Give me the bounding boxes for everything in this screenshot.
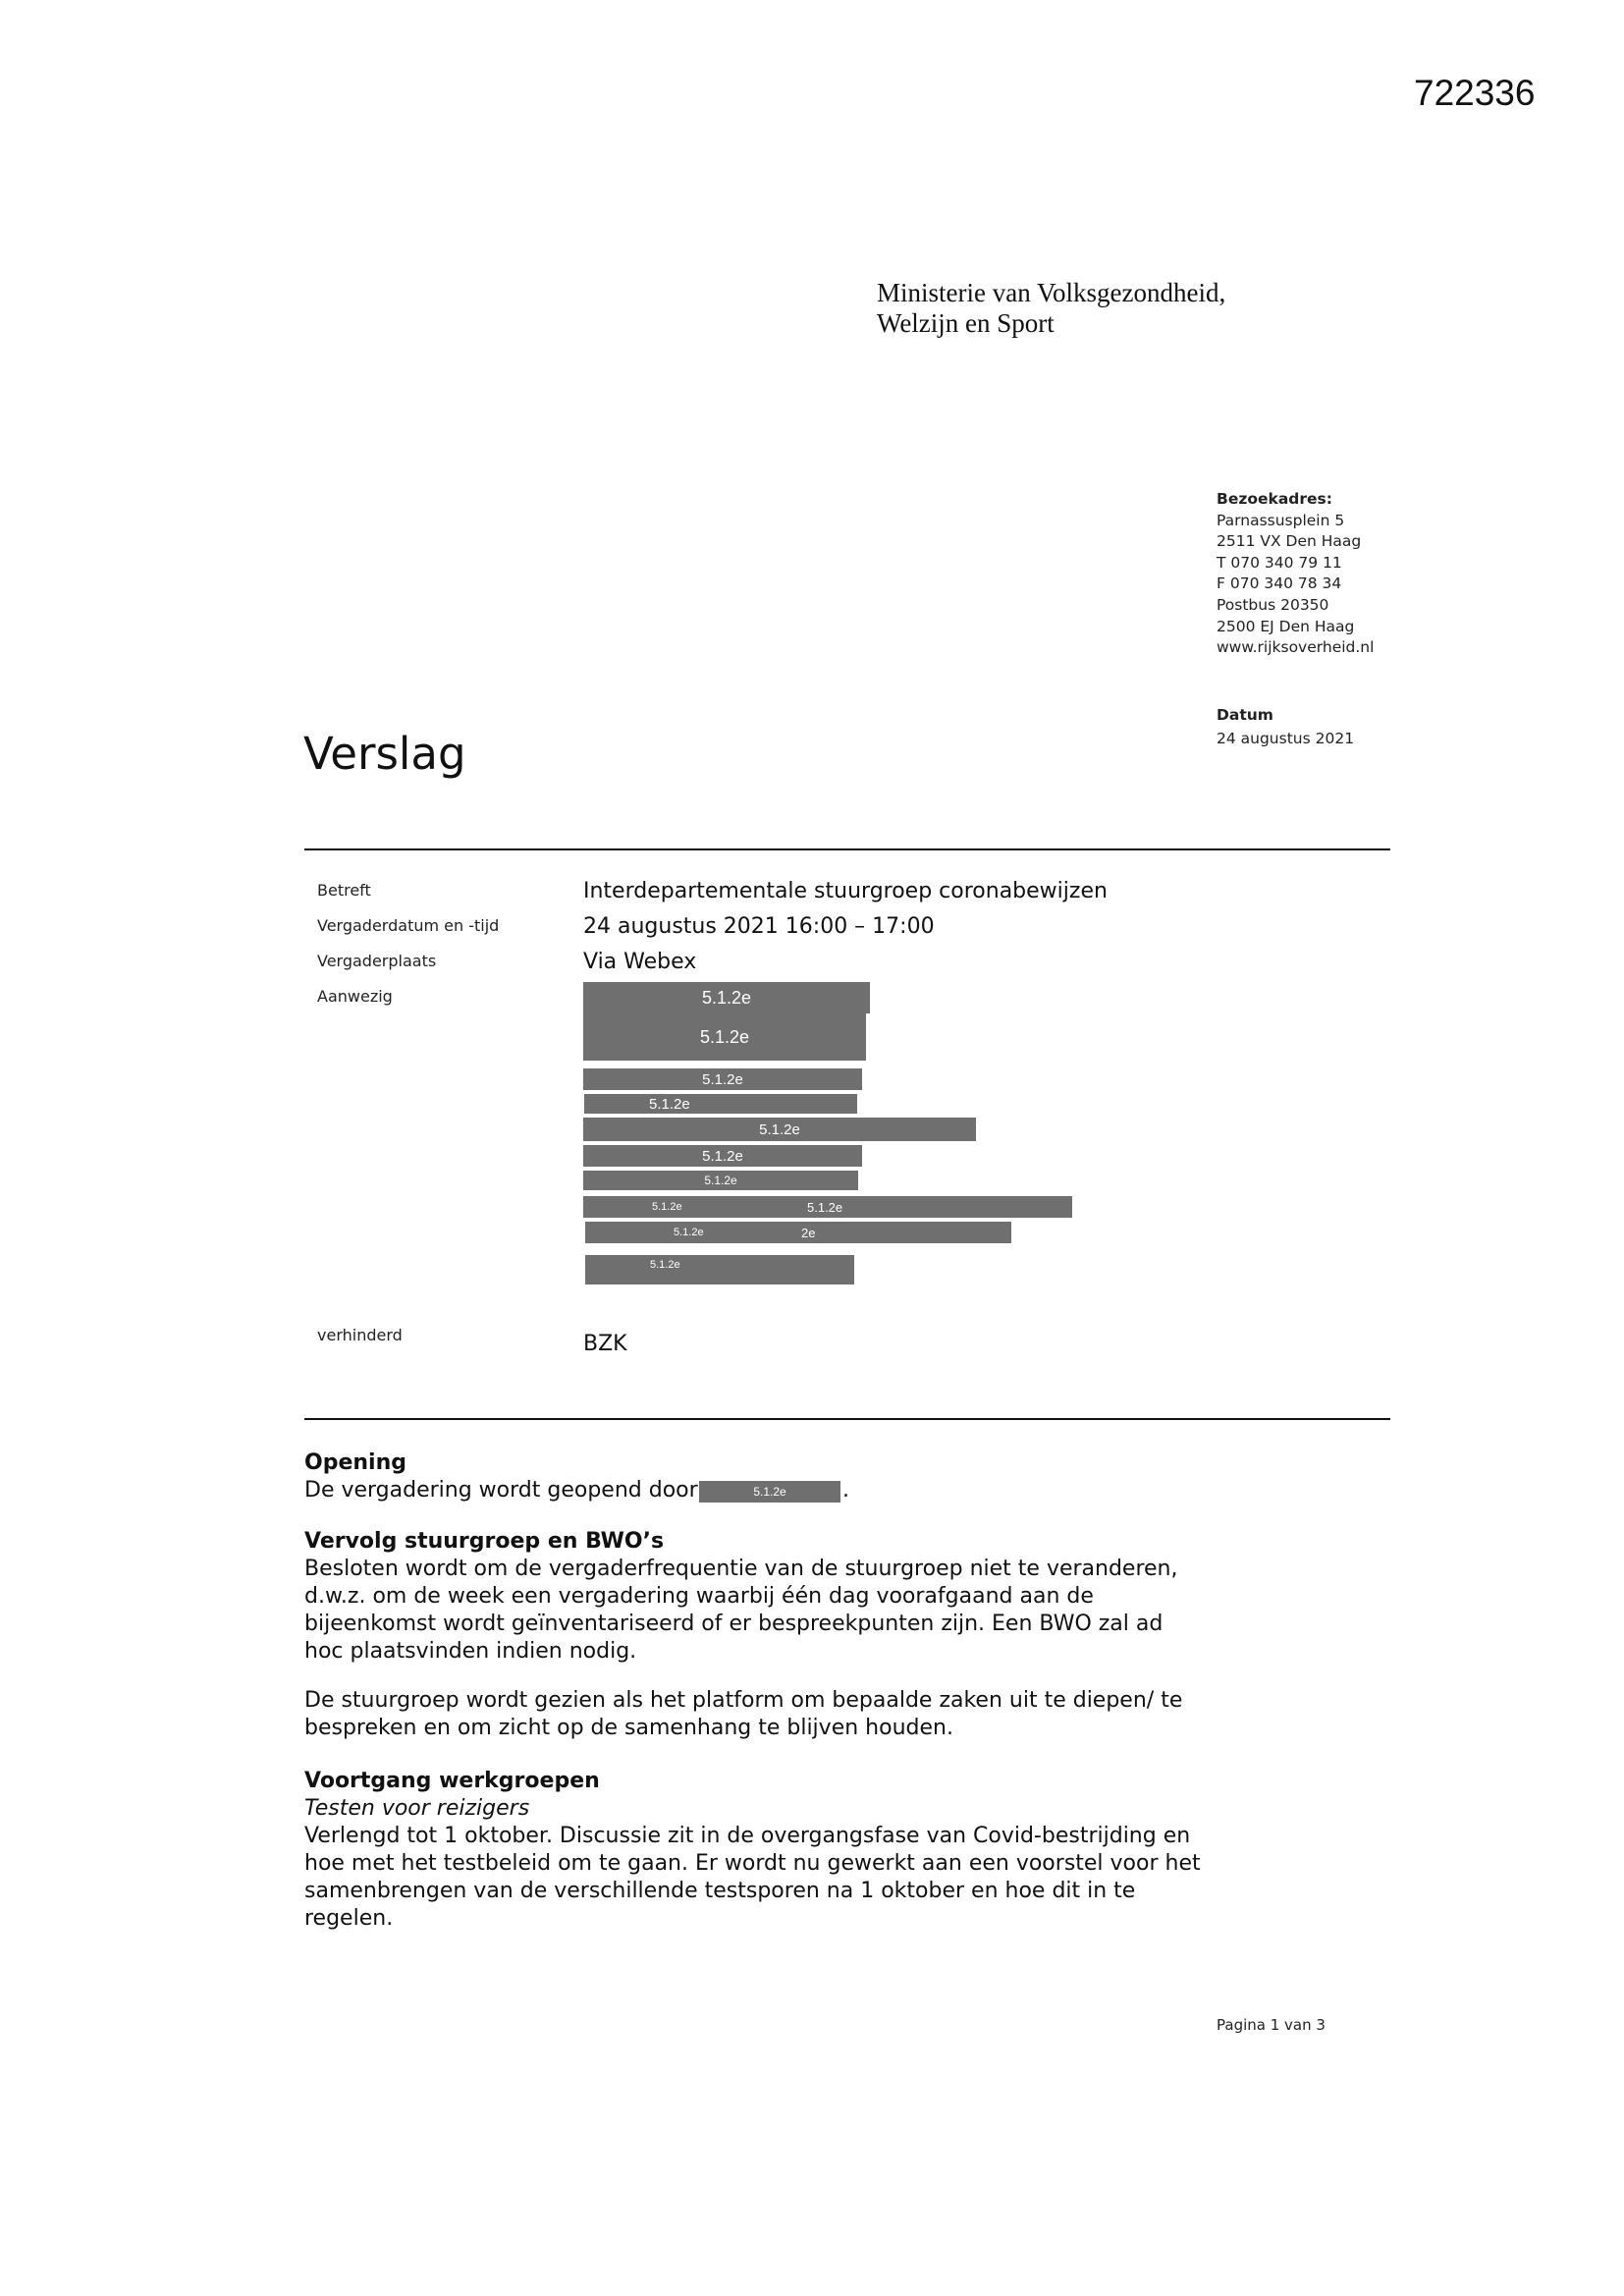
date-heading: Datum: [1217, 706, 1273, 724]
redaction-code: 5.1.2e: [701, 988, 752, 1008]
redaction-box: [583, 1145, 862, 1167]
meta-label-betreft: Betreft: [317, 881, 371, 900]
redaction-code: 5.1.2e: [759, 1121, 800, 1138]
divider-top: [304, 848, 1390, 850]
meta-value-verhinderd: BZK: [583, 1332, 627, 1356]
address-block: [1217, 489, 1374, 659]
text-line: De stuurgroep wordt gezien als het platform om bepaalde zaken uit te diepen/ te: [304, 1688, 1183, 1713]
redaction-box: [583, 1118, 976, 1141]
section-heading-voortgang: Voortgang werkgroepen: [304, 1769, 600, 1793]
address-line: F 070 340 78 34: [1217, 574, 1342, 593]
meta-value-plaats: Via Webex: [583, 950, 697, 974]
ministry-name-line2: Welzijn en Sport: [877, 308, 1055, 338]
redaction-box: [699, 1481, 840, 1503]
address-line: Parnassusplein 5: [1217, 511, 1345, 529]
redaction-box: [585, 1255, 854, 1285]
date-value: 24 augustus 2021: [1217, 729, 1355, 747]
redaction-box: [583, 982, 870, 1013]
address-line: 2500 EJ Den Haag: [1217, 617, 1355, 635]
ministry-name-line1: Ministerie van Volksgezondheid,: [877, 278, 1226, 307]
document-number: 722336: [1414, 73, 1536, 113]
redaction-code: 5.1.2e: [699, 1027, 750, 1047]
redaction-code: 5.1.2e: [674, 1226, 704, 1238]
address-line: 2511 VX Den Haag: [1217, 532, 1362, 551]
vervolg-paragraph-1: [304, 1556, 1178, 1666]
redaction-box: [583, 1068, 862, 1090]
text-line: samenbrengen van de verschillende testsporen na 1 oktober en hoe dit in te: [304, 1879, 1136, 1903]
subsection-heading-testen: Testen voor reizigers: [304, 1796, 530, 1821]
redaction-code: 5.1.2e: [702, 1070, 743, 1088]
text-line: regelen.: [304, 1906, 394, 1931]
redaction-box: [583, 1196, 1072, 1218]
date-block: [1217, 705, 1354, 749]
redaction-code: 5.1.2e: [650, 1259, 680, 1271]
meta-label-plaats: Vergaderplaats: [317, 952, 437, 970]
redaction-box: [583, 1013, 866, 1061]
address-line: Postbus 20350: [1217, 595, 1329, 614]
redaction-code: 5.1.2e: [807, 1199, 843, 1215]
address-line: T 070 340 79 11: [1217, 553, 1342, 572]
vervolg-paragraph-2: [304, 1687, 1182, 1742]
meta-label-aanwezig: Aanwezig: [317, 987, 393, 1006]
meta-label-datum: Vergaderdatum en -tijd: [317, 916, 500, 935]
opening-text-before: De vergadering wordt geopend door: [304, 1478, 698, 1503]
address-website: www.rijksoverheid.nl: [1217, 638, 1375, 657]
section-heading-vervolg: Vervolg stuurgroep en BWO’s: [304, 1529, 665, 1554]
redaction-code: 5.1.2e: [753, 1485, 786, 1499]
opening-text-after: .: [842, 1478, 849, 1503]
redaction-code: 5.1.2e: [702, 1147, 743, 1165]
voortgang-paragraph: [304, 1823, 1201, 1933]
text-line: hoc plaatsvinden indien nodig.: [304, 1639, 637, 1664]
redaction-code: 5.1.2e: [704, 1174, 737, 1187]
divider-bottom: [304, 1418, 1390, 1420]
page-number: Pagina 1 van 3: [1217, 2016, 1326, 2034]
redaction-box: [583, 1171, 858, 1190]
address-heading: Bezoekadres:: [1217, 490, 1332, 508]
text-line: d.w.z. om de week een vergadering waarbij één dag voorafgaand aan de: [304, 1584, 1094, 1609]
redaction-code: 5.1.2e: [649, 1095, 690, 1113]
text-line: Besloten wordt om de vergaderfrequentie van de stuurgroep niet te veranderen,: [304, 1557, 1178, 1581]
opening-text: [304, 1477, 698, 1504]
meta-value-betreft: Interdepartementale stuurgroep coronabewijzen: [583, 879, 1108, 903]
section-heading-opening: Opening: [304, 1450, 406, 1475]
meta-value-datum: 24 augustus 2021 16:00 – 17:00: [583, 914, 935, 939]
text-line: hoe met het testbeleid om te gaan. Er wordt nu gewerkt aan een voorstel voor het: [304, 1851, 1201, 1876]
redaction-fragment: 2e: [801, 1225, 816, 1240]
document-title: Verslag: [303, 728, 466, 780]
meta-label-verhinderd: verhinderd: [317, 1326, 403, 1344]
text-line: bijeenkomst wordt geïnventariseerd of er bespreekpunten zijn. Een BWO zal ad: [304, 1612, 1164, 1636]
redaction-box: [584, 1094, 857, 1114]
redaction-code: 5.1.2e: [652, 1200, 682, 1213]
text-line: bespreken en om zicht op de samenhang te blijven houden.: [304, 1716, 953, 1740]
redaction-box: [585, 1222, 1011, 1243]
text-line: Verlengd tot 1 oktober. Discussie zit in de overgangsfase van Covid-bestrijding en: [304, 1824, 1191, 1848]
